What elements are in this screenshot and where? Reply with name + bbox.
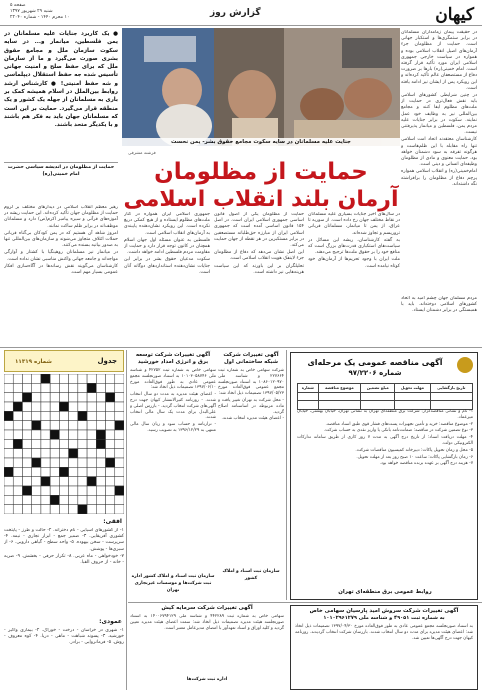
crossword-cell[interactable] (115, 411, 124, 420)
crossword-cell[interactable] (4, 486, 13, 495)
crossword-block (96, 439, 105, 448)
crossword-block (96, 430, 105, 439)
crossword-cell[interactable] (96, 449, 105, 458)
crossword-cell[interactable] (41, 505, 50, 514)
lower-divider (128, 602, 482, 603)
crossword-title: جدول (97, 357, 117, 365)
page-header (0, 0, 482, 26)
crossword-cell[interactable] (13, 495, 22, 504)
crossword-cell[interactable] (115, 383, 124, 392)
crossword-block (78, 411, 87, 420)
crossword-cell[interactable] (96, 421, 105, 430)
tender-number: شماره ۹۷/۲۲۰۶ (348, 369, 402, 377)
crossword-cell[interactable] (115, 495, 124, 504)
crossword-cell[interactable] (4, 439, 13, 448)
crossword-cell[interactable] (69, 383, 78, 392)
crossword-cell[interactable] (32, 495, 41, 504)
crossword-cell[interactable] (115, 374, 124, 383)
right-column-article: در حقیقت پیمان زمامداران مسلمانان در برابر ستمگری‌ها و استکبار جهانی است. حمایت از مظلومان جزء آرمان‌های اصیل انقلاب اسلامی بوده و همواره در سیاست خارجی جمهوری اسلامی ایران مورد تأکید قرار گرفته است. امام خمینی(ره) بارها بر ضرورت دفاع از مستضعفان عالم تأکید کرده‌اند و این رویکرد پس از ایشان نیز ادامه یافته است. در چنین شرایطی کشورهای اسلامی باید نقش فعال‌تری در حمایت از ملت‌های مظلوم ایفا کنند و مجامع بین‌المللی نیز به وظایف خود عمل نمایند. سکوت در برابر جنایات علیه مردم یمن، فلسطین و میانمار پذیرفتنی نیست. کارشناسان معتقدند اتحاد امت اسلامی تنها راه مقابله با این ظلم‌هاست و هرگونه تفرقه به سود دشمنان خواهد بود. حمایت معنوی و مادی از مظلومان وظیفه‌ای انسانی و دینی است. امام‌خمینی(ره) و انقلاب اسلامی همواره پرچم دفاع از مظلومان را برافراشته نگه داشته‌اند. (401, 30, 477, 187)
crossword-block (41, 374, 50, 383)
crossword-cell[interactable] (32, 430, 41, 439)
crossword-cell[interactable] (13, 477, 22, 486)
crossword-cell[interactable] (32, 439, 41, 448)
crossword-block (41, 477, 50, 486)
ad-block-3 (130, 605, 284, 690)
crossword-cell[interactable] (96, 374, 105, 383)
crossword-cell[interactable] (32, 374, 41, 383)
crossword-number: شماره ۱۱۳۱۹ (15, 359, 52, 365)
crossword-block (4, 411, 13, 420)
crossword-cell[interactable] (59, 421, 68, 430)
ad-2-footer: سازمان ثبت اسناد و املاک کشور (222, 569, 280, 581)
article-body-col-2: جمهوری اسلامی ایران همواره در کنار ملت‌های مظلوم ایستاده و از هیچ کمکی دریغ نکرده است. این رویکرد نشان‌دهنده پایبندی به آرمان‌های انقلاب اسلامی است. فلسطین به عنوان مسئله اول جهان اسلام همچنان در کانون توجه قرار دارد و حمایت از مقاومت مردم فلسطین ادامه خواهد داشت. سکوت مدعیان حقوق بشر در برابر این جنایات نشان‌دهنده استانداردهای دوگانه آنان است. (124, 212, 210, 275)
crossword-cell[interactable] (59, 495, 68, 504)
crossword-block (59, 467, 68, 476)
crossword-block (87, 383, 96, 392)
crossword-cell[interactable] (106, 486, 115, 495)
crossword-cell[interactable] (41, 393, 50, 402)
crossword-cell[interactable] (78, 467, 87, 476)
crossword-cell[interactable] (87, 486, 96, 495)
crossword-cell[interactable] (50, 505, 59, 514)
crossword-cell[interactable] (50, 374, 59, 383)
crossword-cell[interactable] (59, 486, 68, 495)
crossword-grid[interactable] (4, 374, 124, 514)
crossword-cell[interactable] (87, 467, 96, 476)
ad-3-body: سهامی خاص به شماره ثبت ۴۴۲۲۸۹ و شناسه ملی ۱۴۰۰۶۷۹۴۱۲۹ به استناد صورتجلسه هیئت مدیره تصمیمات ذیل اتخاذ شد: سمت اعضای هیئت مدیره تعیین گردید و کلیه اوراق و اسناد تعهدآور با امضای مدیرعامل معتبر است. (130, 614, 284, 631)
crossword-cell[interactable] (4, 495, 13, 504)
crossword-cell[interactable] (59, 393, 68, 402)
crossword-cell[interactable] (32, 383, 41, 392)
crossword-cell[interactable] (59, 383, 68, 392)
crossword-block (50, 495, 59, 504)
crossword-cell[interactable] (96, 505, 105, 514)
article-body-col-1: رهبر معظم انقلاب اسلامی در دیدارهای مختلف بر لزوم حمایت از مظلومان جهان تأکید کرده‌اند. این حمایت ریشه در آموزه‌های قرآنی و سیره پیامبر اکرم(ص) دارد و مسلمانان موظف‌اند در برابر ظلم ساکت نمانند. امروز شاهد آن هستیم که در یمن کودکان بی‌گناه قربانی حملات ائتلاف متجاوز می‌شوند و سازمان‌های بین‌المللی تنها به صدور بیانیه بسنده می‌کنند. در میانمار نیز مسلمانان روهینگیا با کشتار و آوارگی مواجه‌اند و جامعه جهانی واکنش مناسبی نشان نداده است. کارشناسان می‌گویند نقش رسانه‌ها در آگاه‌سازی افکار عمومی بسیار مهم است. (4, 205, 118, 276)
crossword-cell[interactable] (13, 458, 22, 467)
crossword-cell[interactable] (69, 477, 78, 486)
crossword-cell[interactable] (4, 421, 13, 430)
crossword-cell[interactable] (69, 411, 78, 420)
crossword-block (87, 477, 96, 486)
crossword-cell[interactable] (41, 430, 50, 439)
crossword-cell[interactable] (106, 505, 115, 514)
crossword-cell[interactable] (41, 402, 50, 411)
crossword-cell[interactable] (106, 411, 115, 420)
crossword-cell[interactable] (4, 393, 13, 402)
crossword-cell[interactable] (13, 411, 22, 420)
crossword-cell[interactable] (87, 439, 96, 448)
crossword-cell[interactable] (13, 383, 22, 392)
crossword-cell[interactable] (69, 374, 78, 383)
crossword-block (78, 505, 87, 514)
crossword-cell[interactable] (87, 402, 96, 411)
crossword-cell[interactable] (78, 430, 87, 439)
crossword-cell[interactable] (4, 458, 13, 467)
crossword-cell[interactable] (32, 449, 41, 458)
crossword-cell[interactable] (59, 449, 68, 458)
crossword-cell[interactable] (115, 449, 124, 458)
crossword-cell[interactable] (41, 421, 50, 430)
tender-col-0: تاریخ بازگشایی (430, 384, 472, 393)
ad-block-1 (130, 352, 216, 600)
crossword-cell[interactable] (13, 449, 22, 458)
crossword-cell[interactable] (13, 505, 22, 514)
tender-col-1: مهلت تحویل (395, 384, 430, 393)
ad-1-body: سهامی خاص به شماره ثبت ۴۲۷۵۲ و شناسه ملی ۱۰۱۰۳۰۵۸۷۴۶ به استناد صورتجلسه مجمع عمومی عادی به طور فوق‌العاده مورخ ۱۳۹۷/۰۶/۱۰ تصمیمات ذیل اتخاذ شد: - اعضای هیئت مدیره به مدت دو سال انتخاب شدند. - روزنامه کثیرالانتشار کیهان جهت درج آگهی‌های شرکت انتخاب گردید. - بازرس اصلی و علی‌البدل برای مدت یک سال مالی انتخاب شدند. - ترازنامه و حساب سود و زیان سال مالی منتهی به ۱۳۹۶/۱۲/۲۹ به تصویب رسید. (130, 368, 216, 433)
right-column-lower: مردم مسلمان جهان چشم امید به اتحاد کشورهای اسلامی دوخته‌اند. باید با همبستگی در برابر دشمنان ایستاد. (401, 296, 477, 314)
tender-col-2: مبلغ تضمین (361, 384, 395, 393)
crossword-cell[interactable] (22, 458, 31, 467)
crossword-cell[interactable] (96, 477, 105, 486)
crossword-cell[interactable] (69, 421, 78, 430)
crossword-block (32, 421, 41, 430)
ad-block-4 (290, 605, 478, 690)
crossword-block (115, 421, 124, 430)
crossword-cell[interactable] (32, 411, 41, 420)
crossword-cell[interactable] (50, 467, 59, 476)
crossword-cell[interactable] (96, 383, 105, 392)
crossword-block (106, 458, 115, 467)
ad-4-subtitle: به شماره ثبت ۴۹۰۵۱ و شناسه ملی ۱۰۱۰۲۹۶۱۲۷۹ (323, 615, 445, 621)
crossword-cell[interactable] (106, 383, 115, 392)
crossword-cell[interactable] (96, 458, 105, 467)
crossword-cell[interactable] (115, 402, 124, 411)
crossword-cell[interactable] (69, 458, 78, 467)
crossword-cell[interactable] (78, 486, 87, 495)
crossword-cell[interactable] (96, 467, 105, 476)
crossword-cell[interactable] (22, 439, 31, 448)
tender-table (297, 383, 473, 410)
crossword-cell[interactable] (78, 439, 87, 448)
article-body-col-3: حمایت از مظلومان یکی از اصول قانون اساسی جمهوری اسلامی ایران است. در اصل ۱۵۴ قانون اساسی آمده است که جمهوری اسلامی ایران از مبارزه حق‌طلبانه مستضعفین در برابر مستکبرین در هر نقطه از جهان حمایت می‌کند. این اصل نشان می‌دهد که دفاع از مظلومان جزء لاینفک هویت انقلاب اسلامی است. تحلیلگران بر این باورند که این سیاست هزینه‌هایی نیز داشته است. (214, 212, 304, 275)
crossword-cell[interactable] (13, 421, 22, 430)
section-title: گزارش روز (210, 8, 261, 18)
ad-3-title: آگهی تغییرات شرکت سرمایه کیش (161, 605, 253, 611)
crossword-cell[interactable] (4, 383, 13, 392)
crossword-horizontal-label: افقی: (103, 518, 122, 525)
ad-3-footer: اداره ثبت شرکت‌ها (186, 677, 228, 682)
crossword-cell[interactable] (78, 421, 87, 430)
crossword-cell[interactable] (41, 439, 50, 448)
crossword-cell[interactable] (4, 477, 13, 486)
tender-title: آگهی مناقصه عمومی یک مرحله‌ای (307, 358, 443, 367)
crossword-cell[interactable] (13, 467, 22, 476)
crossword-cell[interactable] (4, 402, 13, 411)
crossword-block (32, 458, 41, 467)
crossword-cell[interactable] (32, 477, 41, 486)
crossword-header (4, 350, 124, 372)
crossword-cell[interactable] (96, 393, 105, 402)
col-divider-2 (286, 350, 287, 600)
ad-block-2 (218, 352, 284, 600)
crossword-cell[interactable] (115, 393, 124, 402)
crossword-cell[interactable] (78, 402, 87, 411)
crossword-block (59, 402, 68, 411)
crossword-cell[interactable] (78, 495, 87, 504)
crossword-cell[interactable] (50, 393, 59, 402)
crossword-cell[interactable] (50, 439, 59, 448)
crossword-cell[interactable] (69, 393, 78, 402)
crossword-cell[interactable] (41, 383, 50, 392)
crossword-cell[interactable] (22, 449, 31, 458)
crossword-cell[interactable] (50, 458, 59, 467)
crossword-block (69, 449, 78, 458)
crossword-cell[interactable] (87, 374, 96, 383)
crossword-cell[interactable] (69, 486, 78, 495)
sidebar-box-title: حمایت از مظلومان در اندیشه سیاسی حضرت امام خمینی(ره) (4, 162, 118, 179)
ad-2-title: آگهی تغییرات شرکت شبکه ساختمانی اول (223, 352, 279, 365)
crossword-cell[interactable] (4, 449, 13, 458)
photo-illustration (122, 28, 400, 146)
crossword-cell[interactable] (22, 383, 31, 392)
ad-4-title: آگهی تغییرات شرکت سروش امید پارسیان سهامی خاص (309, 608, 459, 614)
article-body-col-4: در سال‌های اخیر جنایات بسیاری علیه مسلمانان در نقاط مختلف جهان رخ داده است. از سوریه تا عراق، از یمن تا میانمار، مسلمانان قربانی تروریسم و تجاوز شده‌اند. به گفته کارشناسان، ریشه این مسائل در سیاست‌های استکباری قدرت‌های بزرگ است که منافع خود را بر حقوق ملت‌ها ترجیح می‌دهند. ملت ایران با وجود تحریم‌ها از آرمان‌های خود کوتاه نیامده است. (308, 212, 400, 269)
crossword-cell[interactable] (50, 477, 59, 486)
headline-line-2: آرمان بلند انقلاب اسلامی (123, 187, 399, 212)
crossword-cell[interactable] (22, 374, 31, 383)
ad-1-title: آگهی تغییرات شرکت توسعه برق و انرژی امداد خورشید (135, 352, 211, 365)
crossword-cell[interactable] (106, 449, 115, 458)
crossword-cell[interactable] (78, 374, 87, 383)
tender-col-4: شماره (298, 384, 319, 393)
crossword-cell[interactable] (59, 477, 68, 486)
col-divider-1 (126, 350, 127, 690)
crossword-cell[interactable] (4, 374, 13, 383)
crossword-cell[interactable] (50, 449, 59, 458)
headline-line-1: حمایت از مظلومان (154, 159, 368, 185)
crossword-cell[interactable] (115, 458, 124, 467)
crossword-cell[interactable] (41, 449, 50, 458)
crossword-cell[interactable] (4, 505, 13, 514)
crossword-cell[interactable] (96, 495, 105, 504)
crossword-block (106, 393, 115, 402)
crossword-cell[interactable] (50, 421, 59, 430)
crossword-cell[interactable] (59, 430, 68, 439)
page-number: صفحه ۵ (10, 3, 26, 8)
tender-col-3: موضوع مناقصه (318, 384, 361, 393)
crossword-section (4, 350, 124, 690)
tender-body: ۱- نام و نشانی مناقصه‌گزار: شرکت برق منطقه‌ای تهران به نشانی تهران، خیابان بهشتی، خیابان میرعماد. ۲- موضوع مناقصه: خرید و تأمین تجهیزات پست‌های فشار قوی طبق اسناد مناقصه. ۳- نوع تضمین شرکت در مناقصه: ضمانت‌نامه بانکی یا واریز نقدی به حساب شرکت. ۴- مهلت دریافت اسناد: از تاریخ درج آگهی به مدت ۷ روز کاری از طریق سامانه تدارکات الکترونیکی دولت. ۵- محل و زمان تحویل پاکات: دبیرخانه کمیسیون مناقصات شرکت. ۶- زمان بازگشایی پاکات: ساعت ۱۰ صبح روز بعد از مهلت تحویل. ۷- هزینه درج آگهی بر عهده برنده مناقصه خواهد بود. (297, 409, 473, 467)
crossword-cell[interactable] (13, 393, 22, 402)
crossword-cell[interactable] (50, 486, 59, 495)
crossword-cell[interactable] (32, 393, 41, 402)
ad-1-footer: سازمان ثبت اسناد و املاک کشور اداره ثبت شرکت‌ها و موسسات غیرتجاری تهران (131, 574, 215, 593)
crossword-block (50, 430, 59, 439)
crossword-cell[interactable] (69, 439, 78, 448)
crossword-cell[interactable] (69, 402, 78, 411)
crossword-block (4, 467, 13, 476)
crossword-cell[interactable] (41, 458, 50, 467)
crossword-cell[interactable] (50, 411, 59, 420)
crossword-cell[interactable] (41, 411, 50, 420)
crossword-cell[interactable] (22, 495, 31, 504)
crossword-vertical-label: عمودی: (99, 618, 122, 625)
crossword-cell[interactable] (22, 505, 31, 514)
crossword-cell[interactable] (115, 467, 124, 476)
crossword-block (22, 486, 31, 495)
crossword-cell[interactable] (87, 495, 96, 504)
crossword-cell[interactable] (32, 402, 41, 411)
crossword-cell[interactable] (87, 393, 96, 402)
crossword-cell[interactable] (22, 467, 31, 476)
crossword-cell[interactable] (87, 411, 96, 420)
crossword-cell[interactable] (69, 430, 78, 439)
crossword-cell[interactable] (32, 467, 41, 476)
crossword-cell[interactable] (106, 495, 115, 504)
newspaper-logo: کیهان (435, 5, 474, 25)
photo-caption: جنایت علیه مسلمانان در سایه سکوت مجامع حقوق بشر- یمن نحست (122, 138, 400, 147)
issue-line: ۱۰ محرم ۱۴۴۰ - شماره ۲۲۰۴۰ (10, 15, 70, 20)
tender-notice (290, 352, 478, 600)
crossword-cell[interactable] (32, 486, 41, 495)
crossword-cell[interactable] (115, 505, 124, 514)
crossword-cell[interactable] (106, 402, 115, 411)
crossword-cell[interactable] (106, 430, 115, 439)
crossword-cell[interactable] (87, 458, 96, 467)
crossword-cell[interactable] (69, 505, 78, 514)
crossword-cell[interactable] (106, 467, 115, 476)
crossword-cell[interactable] (32, 505, 41, 514)
crossword-cell[interactable] (22, 477, 31, 486)
crossword-cell[interactable] (106, 374, 115, 383)
crossword-cell[interactable] (13, 486, 22, 495)
crossword-cell[interactable] (22, 411, 31, 420)
crossword-cell[interactable] (87, 421, 96, 430)
crossword-vertical-clues: ۱- شهری در خراسان - درخت - خوراک. ۲- بیماری واگیر - خورشید. ۳- پسوند شباهت - ماهی - دریا. ۴- کوه معروف - روش. ۵- فرمانروایی - برادر. (4, 628, 124, 646)
crossword-cell[interactable] (115, 439, 124, 448)
tender-logo (457, 357, 473, 373)
crossword-cell[interactable] (22, 421, 31, 430)
crossword-cell[interactable] (41, 486, 50, 495)
crossword-cell[interactable] (78, 477, 87, 486)
crossword-cell[interactable] (50, 402, 59, 411)
crossword-cell[interactable] (115, 430, 124, 439)
crossword-cell[interactable] (87, 449, 96, 458)
crossword-cell[interactable] (41, 495, 50, 504)
issue-meta (10, 3, 69, 21)
crossword-cell[interactable] (106, 439, 115, 448)
photo-credit: فرشته مشرفی (128, 151, 156, 156)
section-divider (0, 347, 482, 348)
crossword-block (13, 402, 22, 411)
crossword-cell[interactable] (96, 411, 105, 420)
crossword-cell[interactable] (59, 374, 68, 383)
tender-org: روابط عمومی برق منطقه‌ای تهران (338, 589, 432, 595)
crossword-horizontal-clues: ۱- از کشورهای آسیایی - نام دخترانه. ۲- حالت و طرز - پایتخت کشوری آفریقایی. ۳- ضمیر جمع - ابزار نجاری - نیمه. ۴- سرپرست - سخن بیهوده. ۵- واحد سطح - گیاهی دارویی. ۶- از سبزی‌ها - پوشش. ۷- خودخواهی - ماه عربی. ۸- تکرار حرفی - بخشش. ۹- ضربه - خانه - از حروف الفبا. (4, 528, 124, 566)
crossword-cell[interactable] (59, 411, 68, 420)
crossword-cell[interactable] (69, 495, 78, 504)
crossword-cell[interactable] (59, 439, 68, 448)
crossword-cell[interactable] (87, 430, 96, 439)
crossword-cell[interactable] (50, 383, 59, 392)
ad-4-body: به استناد صورتجلسه مجمع عمومی عادی به طور فوق‌العاده مورخ ۱۳۹۷/۰۴/۳۰ تصمیمات ذیل اتخاذ شد: اعضای هیئت مدیره برای مدت دو سال انتخاب شدند. بازرسان شرکت انتخاب گردیدند. روزنامه کیهان جهت درج آگهی‌ها تعیین شد. (295, 624, 473, 641)
crossword-cell[interactable] (13, 374, 22, 383)
crossword-cell[interactable] (106, 421, 115, 430)
crossword-block (115, 486, 124, 495)
sidebar-highlight-text: ● یک کاربرد جنایات علیه مسلمانان در یمن فلسطین، میانمار و... در سایه سکوت سازمان ملل و مجامع حقوق بشری صورت می‌گیرد و ما از سازمان ملل که برای حفظ صلح و امنیت جهانی تأسیس شده جه حفظ استقلال دیپلماسی و شه حفظ امنیتی! ● کارشناس ارشد روابط بین‌الملل در اسلام همیشه کمک بر باری به مسلمانان از جهله یک کشور و یک منطقه قرار می‌گیرد. حمایت بر این است که مسلمانان جهان باید به فکر هم باشند و با یکدیگر متحد باشند. (4, 31, 118, 129)
crossword-cell[interactable] (115, 477, 124, 486)
crossword-cell[interactable] (22, 402, 31, 411)
crossword-cell[interactable] (69, 467, 78, 476)
crossword-cell[interactable] (4, 430, 13, 439)
crossword-cell[interactable] (13, 430, 22, 439)
date-line: شنبه ۲۹ شهریور ۱۳۹۷ (10, 9, 53, 14)
crossword-cell[interactable] (78, 393, 87, 402)
crossword-cell[interactable] (96, 486, 105, 495)
crossword-cell[interactable] (78, 383, 87, 392)
crossword-cell[interactable] (59, 458, 68, 467)
crossword-cell[interactable] (106, 477, 115, 486)
crossword-cell[interactable] (59, 505, 68, 514)
crossword-cell[interactable] (41, 467, 50, 476)
sidebar-highlight (4, 30, 118, 179)
crossword-block (22, 393, 31, 402)
crossword-block (13, 439, 22, 448)
crossword-cell[interactable] (87, 505, 96, 514)
yemen-children-photo (122, 28, 400, 146)
crossword-cell[interactable] (22, 430, 31, 439)
crossword-cell[interactable] (96, 402, 105, 411)
ad-2-body: شرکت سهامی خاص به شماره ثبت ۲۲۷۶۶۴ و شناسه ملی ۱۰۸۶۰۱۲۰۹۷۰ به استناد صورتجلسه مجمع عمومی فوق‌العاده مورخ ۱۳۹۷/۰۵/۲۳ تصمیمات ذیل اتخاذ شد: - محل شرکت به تهران تغییر یافت و ماده مربوطه در اساسنامه اصلاح گردید. - اعضای هیئت مدیره انتخاب شدند. (218, 368, 284, 422)
crossword-cell[interactable] (78, 449, 87, 458)
crossword-cell[interactable] (78, 458, 87, 467)
